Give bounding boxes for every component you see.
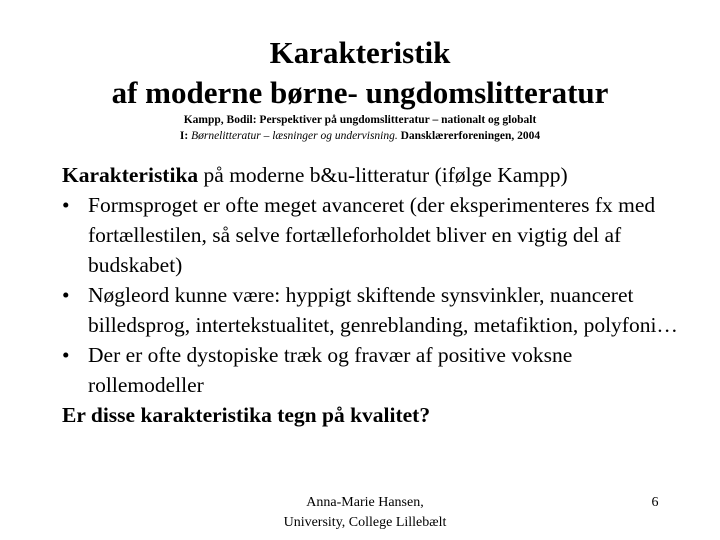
intro-bold-term: Karakteristika	[62, 163, 199, 187]
bullet-icon: •	[62, 283, 70, 307]
source-line-1: Kampp, Bodil: Perspektiver på ungdomslitteratur – nationalt og globalt	[183, 114, 537, 126]
slide-footer	[250, 493, 480, 533]
footer-author: Anna-Marie Hansen,	[306, 495, 424, 510]
slide-body	[62, 160, 692, 430]
slide-title	[0, 33, 720, 113]
list-item	[62, 280, 692, 340]
source-prefix: I:	[179, 130, 192, 142]
page-number: 6	[651, 495, 659, 510]
bullet-list	[62, 190, 692, 400]
source-book-title: Børnelitteratur – læsninger og undervisning.	[191, 130, 398, 142]
bullet-text: Der er ofte dystopiske træk og fravær af positive voksne rollemodeller	[88, 343, 573, 397]
title-line-1: Karakteristik	[269, 35, 451, 70]
footer-institution: University, College Lillebælt	[283, 515, 447, 530]
source-publisher: Dansklærerforeningen, 2004	[397, 130, 541, 142]
bullet-icon: •	[62, 193, 70, 217]
list-item	[62, 340, 692, 400]
intro-text: på moderne b&u-litteratur (ifølge Kampp)	[198, 163, 568, 187]
closing-question-text: Er disse karakteristika tegn på kvalitet?	[62, 403, 431, 427]
intro-line	[62, 160, 692, 190]
list-item	[62, 190, 692, 280]
closing-question	[62, 400, 692, 430]
bullet-icon: •	[62, 343, 70, 367]
source-reference	[0, 112, 720, 144]
bullet-text: Nøgleord kunne være: hyppigt skiftende synsvinkler, nuanceret billedsprog, intertekstualitet, genreblanding, metafiktion, polyfoni…	[88, 283, 678, 337]
title-line-2: af moderne børne- ungdomslitteratur	[111, 75, 609, 110]
bullet-text: Formsproget er ofte meget avanceret (der eksperimenteres fx med fortællestilen, så selve fortælleforholdet bliver en vigtig del af budskabet)	[88, 193, 656, 277]
source-line-2	[0, 128, 720, 144]
